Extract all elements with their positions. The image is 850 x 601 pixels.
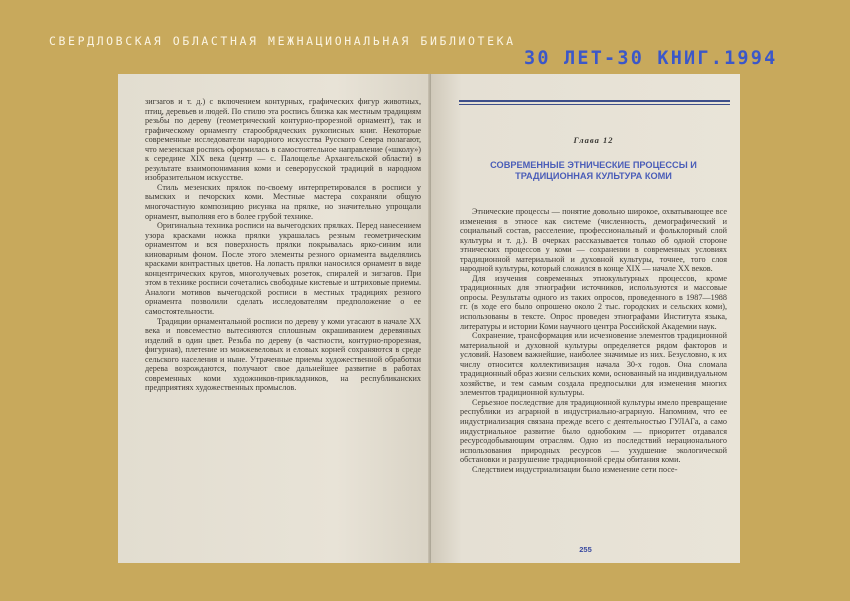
chapter-label: Глава 12 — [573, 135, 614, 145]
paragraph: Для изучения современных этнокультурных процессов, кроме традиционных для этнографии источников, используются и массовые опросы. Результаты одного из таких опросов, проведенного в 1987—1988 гг. (в ходе его было опрошено около 2 тыс. городских и сельских коми), использованы в тексте. Опрос проведен этнографами Института языка, литературы и истории Коми научного центра Российской Академии наук. — [460, 273, 727, 331]
paragraph: Сохранение, трансформация или исчезновение элементов традиционной материальной и духовной культуры определяется рядом факторов и условий. Назовем важнейшие, наиболее значимые из них. Безусловно, к их числу относится коллективизация начала 30-х годов. Она сломала традиционный образ жизни сельских коми, основанный на индивидуальном хозяйстве, и тем самым создала предпосылки для изменения многих элементов традиционной культуры. — [460, 331, 727, 398]
book-spread — [118, 74, 740, 563]
paragraph: Этнические процессы — понятие довольно широкое, охватывающее все изменения в этносе как системе (численность, демографический и социальный состав, расселение, профессиональный и фольклорный слой культуры и т. д.). В очерках рассказывается только об одной стороне этнических процессов у коми — сохранении в современных условиях традиционной материальной и духовной культуры, точнее, того слоя народной культуры, который сложился в конце XIX — начале XX веков. — [460, 207, 727, 274]
right-page-text — [460, 207, 727, 474]
page-number: 255 — [579, 545, 592, 554]
paragraph: Стиль мезенских прялок по-своему интерпретировался в росписи у вымских и печорских коми. Местные мастера сохраняли общую многочастную композицию рисунка на прялке, но значительно упрощали орнамент, выполняя его в более грубой технике. — [145, 182, 421, 221]
paragraph: Следствием индустриализации было изменение сети посе- — [472, 464, 678, 474]
series-title: 30 ЛЕТ-30 КНИГ.1994 — [524, 48, 778, 69]
left-page — [118, 74, 431, 563]
paragraph: Серьезное последствие для традиционной культуры имело превращение республики из аграрной в индустриально-аграрную. Напомним, что ее индустриализация связана прежде всего с деятельностью ГУЛАГа, а само индустриальное развитие было однобоким — приоритет отдавался ресурсодобывающим отраслям. Одно из последствий нерационального использования природных ресурсов — ухудшение экологической обстановки и разрушение традиционной среды обитания коми. — [460, 397, 727, 465]
library-name: СВЕРДЛОВСКАЯ ОБЛАСТНАЯ МЕЖНАЦИОНАЛЬНАЯ БИБЛИОТЕКА — [49, 34, 516, 48]
right-page — [431, 74, 740, 563]
paragraph: зигзагов и т. д.) с включением контурных, графических фигур животных, птиц, деревьев и людей. По стилю эта роспись близка как местным традициям резьбы по дереву (геометрический контурно-прорезной орнамент), так и графическому орнаменту старообрядческих рукописных книг. Некоторые современные исследователи народного искусства Русского Севера полагают, что мезенская роспись оформилась в самостоятельное направление («школу») к середине XIX века (центр — с. Палощелье Архангельской области) в результате взаимопонимания коми и северорусской традиций в народном изобразительном искусстве. — [145, 97, 421, 183]
left-page-text — [145, 97, 421, 393]
paragraph: Традиции орнаментальной росписи по дереву у коми угасают в начале XX века и повсеместно вытесняются сплошным окрашиванием деревянных изделий в один цвет. Резьба по дереву (в частности, контурно-прорезная, фигурная), плетение из можжевеловых и еловых корней сохраняются в среде сельского населения и ныне. Утраченные приемы художественной обработки дерева возрождаются, получают свое дальнейшее развитие в работах современных коми художников-прикладников, на республиканских предприятиях художественных промыслов. — [145, 316, 421, 393]
paragraph: Оригинальна техника росписи на вычегодских прялках. Перед нанесением узора красками ножка прялки украшалась резным геометрическим орнаментом и вся поверхность прялки покрывалась ярко-синим или киноварным фоном. После этого элементы резного орнамента выделялись красками контрастных цветов. На лопасть прялки наносился орнамент в виде концентрических кругов, многолучевых розеток, спиралей и зигзагов. При этом в технике росписи сочетались свободные кистевые и штриховые приемы. Аналоги мотивов вычегодской росписи в местных традициях резного орнамента позволили сделать исследователям предположение о ее самостоятельности. — [145, 221, 421, 317]
header-rule — [459, 100, 730, 102]
chapter-title: СОВРЕМЕННЫЕ ЭТНИЧЕСКИЕ ПРОЦЕССЫ И ТРАДИЦИОННАЯ КУЛЬТУРА КОМИ — [490, 160, 697, 181]
header-rule-thin — [459, 104, 730, 105]
